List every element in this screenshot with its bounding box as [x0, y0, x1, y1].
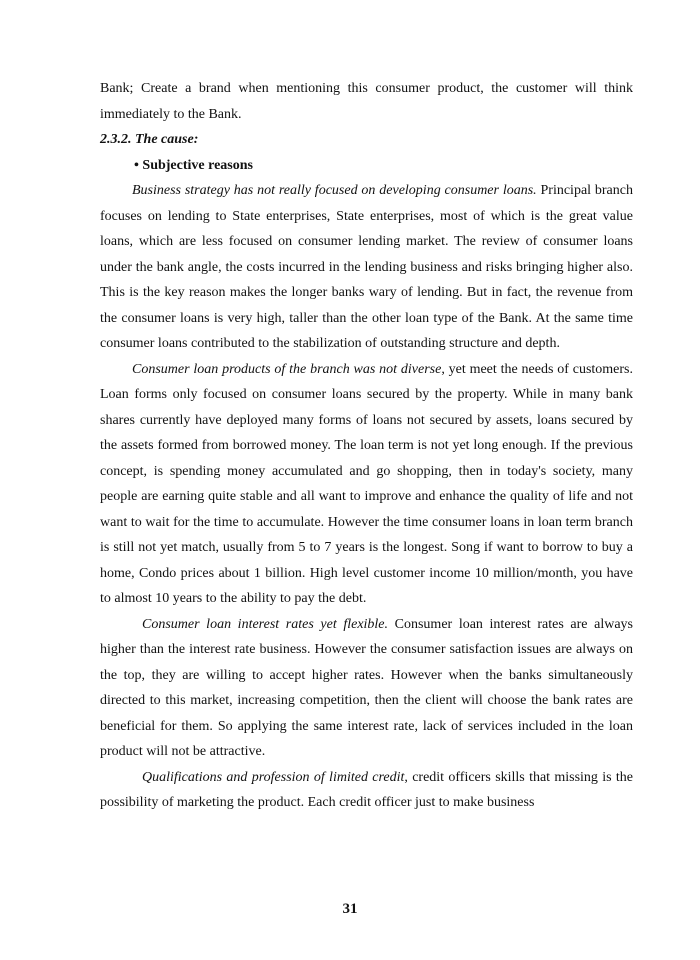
paragraph-text: , yet meet the needs of customers. Loan forms only focused on consumer loans secured by the property. While in many bank shares currently have deployed many forms of loans not secured by assets, loans secured by the assets formed from borrowed money. The loan term is not yet long enough. If the previous concept, is spending money accumulated and go shopping, then in today's society, many people are earning quite stable and all want to improve and enhance the quality of life and not want to wait for the time to accumulate. However the time consumer loans in loan term branch is still not yet match, usually from 5 to 7 years is the longest. Song if want to borrow to buy a home, Condo prices about 1 billion. High level customer income 10 million/month, you have to almost 10 years to the ability to pay the debt.	[100, 361, 633, 606]
paragraph-business-strategy	[100, 178, 633, 357]
paragraph-lead: Consumer loan products of the branch was not diverse	[132, 361, 442, 377]
paragraph-text: , credit officers skills that missing is the possibility of marketing the product. Each credit officer just to make business	[100, 769, 633, 810]
paragraph-lead: Business strategy has not really focused on developing consumer loans.	[132, 183, 537, 198]
page-number: 31	[342, 901, 358, 917]
paragraph-text: Consumer loan interest rates are always higher than the interest rate business. However the consumer satisfaction issues are always on the top, they are willing to accept higher rates. However when the banks simultaneously directed to this market, increasing competition, then the client will choose the bank rates are beneficial for them. So applying the same interest rate, lack of services included in the loan product will not be attractive.	[100, 616, 633, 759]
document-page-body	[100, 76, 633, 816]
paragraph-qualifications	[100, 765, 633, 816]
paragraph-text: Principal branch focuses on lending to State enterprises, State enterprises, most of which is the great value loans, which are less focused on consumer lending market. The review of consumer loans under the bank angle, the costs incurred in the lending business and risks bringing higher also. This is the key reason makes the longer banks wary of lending. But in fact, the revenue from the consumer loans is very high, taller than the other loan type of the Bank. At the same time consumer loans contributed to the stabilization of outstanding structure and depth.	[100, 183, 633, 351]
continuation-paragraph: Bank; Create a brand when mentioning this consumer product, the customer will think immediately to the Bank.	[100, 81, 633, 122]
paragraph-lead: Qualifications and profession of limited credit	[142, 769, 405, 785]
paragraph-interest-rates	[100, 612, 633, 765]
bullet-heading: • Subjective reasons	[134, 157, 253, 173]
section-heading: 2.3.2. The cause:	[100, 132, 199, 147]
paragraph-lead: Consumer loan interest rates yet flexible.	[142, 616, 389, 632]
paragraph-loan-products	[100, 357, 633, 612]
